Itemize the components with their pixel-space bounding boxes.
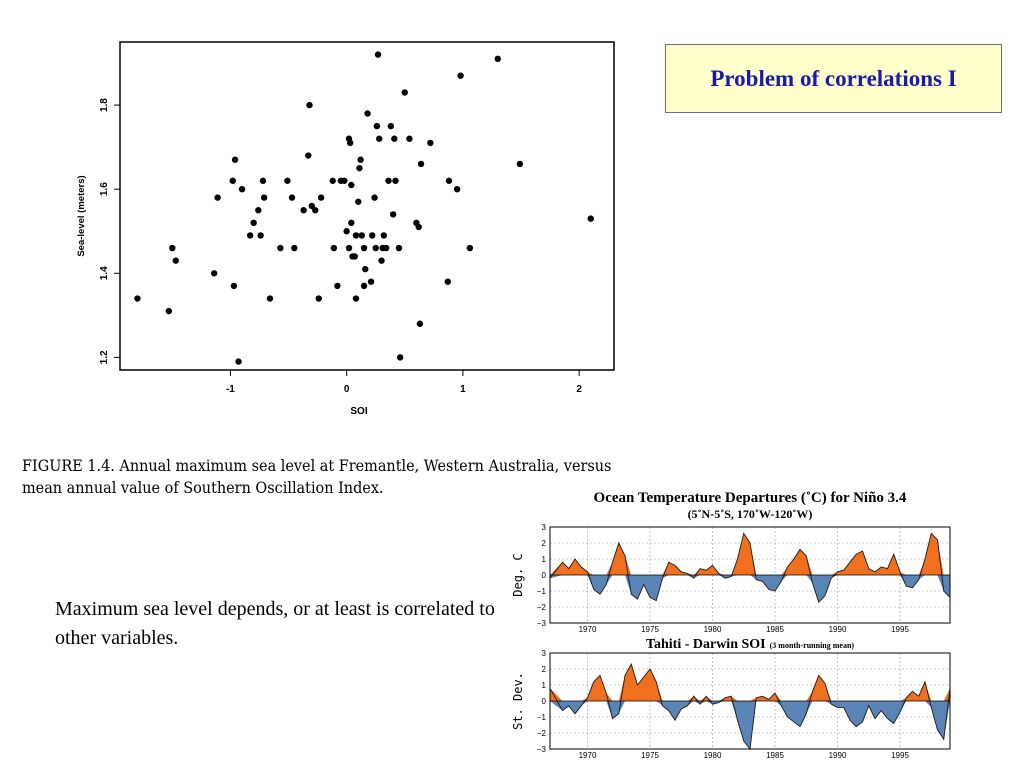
y-axis-label: Sea-level (meters)	[76, 175, 87, 257]
scatter-point	[352, 253, 358, 259]
scatter-point	[378, 257, 384, 263]
enso-time-series-figure	[500, 485, 980, 768]
slide-title-box	[665, 44, 1002, 113]
scatter-point	[361, 283, 367, 289]
scatter-point	[396, 245, 402, 251]
scatter-point	[300, 207, 306, 213]
soi-y-tick-label: −2	[536, 729, 546, 738]
soi-y-tick-label: 0	[541, 697, 546, 706]
scatter-point	[364, 110, 370, 116]
scatter-point	[446, 178, 452, 184]
scatter-point	[261, 194, 267, 200]
nino34-y-tick-label: 2	[541, 539, 546, 548]
nino34-y-tick-label: 0	[541, 571, 546, 580]
scatter-point	[416, 224, 422, 230]
nino34-y-tick-label: 3	[541, 523, 546, 532]
scatter-point	[214, 194, 220, 200]
scatter-point	[374, 123, 380, 129]
scatter-point	[427, 140, 433, 146]
scatter-point	[355, 199, 361, 205]
scatter-point	[418, 161, 424, 167]
x-tick-label: 0	[343, 384, 350, 395]
scatter-point	[356, 165, 362, 171]
soi-x-tick-label: 1980	[703, 751, 722, 760]
scatter-point	[306, 102, 312, 108]
scatter-point	[348, 182, 354, 188]
scatter-point	[385, 178, 391, 184]
scatter-point	[235, 358, 241, 364]
scatter-point	[348, 220, 354, 226]
soi-y-tick-label: 3	[541, 649, 546, 658]
scatter-point	[169, 245, 175, 251]
scatter-point	[391, 136, 397, 142]
soi-sea-level-scatter-plot	[70, 35, 630, 425]
scatter-point	[347, 140, 353, 146]
nino34-x-tick-label: 1970	[578, 625, 597, 634]
scatter-point	[353, 232, 359, 238]
scatter-point	[312, 207, 318, 213]
scatter-point	[211, 270, 217, 276]
soi-y-tick-label: 1	[541, 681, 546, 690]
scatter-point	[230, 178, 236, 184]
nino34-x-tick-label: 1980	[703, 625, 722, 634]
scatter-point	[341, 178, 347, 184]
scatter-point	[255, 207, 261, 213]
scatter-point	[134, 295, 140, 301]
scatter-point	[343, 228, 349, 234]
scatter-point	[277, 245, 283, 251]
soi-x-tick-label: 1990	[828, 751, 847, 760]
nino34-x-tick-label: 1990	[828, 625, 847, 634]
scatter-point	[381, 232, 387, 238]
nino34-x-tick-label: 1995	[891, 625, 909, 634]
figure-caption-line2: mean annual value of Southern Oscillation Index.	[22, 479, 384, 497]
scatter-point	[588, 215, 594, 221]
scatter-point	[239, 186, 245, 192]
scatter-point	[388, 123, 394, 129]
scatter-point	[346, 245, 352, 251]
scatter-point	[330, 178, 336, 184]
scatter-point	[166, 308, 172, 314]
nino34-panel	[511, 523, 950, 634]
soi-subtitle: (3 month-running mean)	[769, 641, 855, 650]
scatter-point	[250, 220, 256, 226]
x-axis-label: SOI	[350, 406, 368, 417]
scatter-point	[353, 295, 359, 301]
scatter-point	[284, 178, 290, 184]
soi-y-tick-label: −3	[536, 745, 546, 754]
soi-title: Tahiti - Darwin SOI	[645, 637, 766, 652]
scatter-point	[359, 232, 365, 238]
scatter-point	[402, 89, 408, 95]
scatter-point	[361, 245, 367, 251]
scatter-point	[316, 295, 322, 301]
scatter-point	[383, 245, 389, 251]
scatter-point	[397, 354, 403, 360]
nino34-x-tick-label: 1985	[766, 625, 784, 634]
scatter-point	[371, 194, 377, 200]
soi-panel	[511, 649, 950, 760]
nino34-negative-area	[550, 575, 950, 602]
scatter-point	[445, 278, 451, 284]
y-tick-label: 1.8	[99, 98, 110, 113]
x-tick-label: -1	[225, 384, 235, 395]
scatter-point	[392, 178, 398, 184]
slide-title: Problem of correlations I	[710, 65, 957, 91]
nino34-y-tick-label: −2	[536, 603, 546, 612]
scatter-point	[267, 295, 273, 301]
scatter-point	[390, 211, 396, 217]
body-text: Maximum sea level depends, or at least is correlated to other variables.	[55, 598, 495, 649]
scatter-point	[257, 232, 263, 238]
y-tick-label: 1.4	[99, 266, 110, 281]
scatter-point	[417, 321, 423, 327]
soi-x-tick-label: 1970	[578, 751, 597, 760]
figure-caption-line1: FIGURE 1.4. Annual maximum sea level at Fremantle, Western Australia, versus	[22, 457, 612, 475]
soi-title-group	[646, 637, 854, 652]
x-tick-label: 1	[460, 384, 466, 395]
nino34-subtitle: (5˚N-5˚S, 170˚W-120˚W)	[687, 507, 813, 521]
nino34-y-axis-label: Deg. C	[511, 553, 525, 597]
scatter-point	[334, 283, 340, 289]
nino34-y-tick-label: −3	[536, 619, 546, 628]
scatter-point	[289, 194, 295, 200]
scatter-point	[406, 136, 412, 142]
soi-x-tick-label: 1985	[766, 751, 784, 760]
soi-x-tick-label: 1975	[641, 751, 659, 760]
scatter-point	[373, 245, 379, 251]
nino34-title: Ocean Temperature Departures (˚C) for Niño 3.4	[593, 490, 907, 506]
scatter-point	[467, 245, 473, 251]
y-tick-label: 1.6	[99, 182, 110, 197]
scatter-point	[368, 278, 374, 284]
scatter-point	[495, 56, 501, 62]
y-tick-label: 1.2	[99, 350, 110, 365]
soi-y-axis-label: St. Dev.	[511, 672, 525, 730]
scatter-point	[291, 245, 297, 251]
scatter-point	[375, 51, 381, 57]
scatter-plot-frame	[120, 42, 614, 370]
scatter-point	[305, 152, 311, 158]
x-tick-label: 2	[576, 384, 582, 395]
soi-y-tick-label: −1	[536, 713, 546, 722]
nino34-y-tick-label: −1	[536, 587, 546, 596]
scatter-point	[362, 266, 368, 272]
scatter-point	[517, 161, 523, 167]
scatter-point	[260, 178, 266, 184]
scatter-point	[173, 257, 179, 263]
scatter-point	[318, 194, 324, 200]
scatter-point	[369, 232, 375, 238]
nino34-positive-area	[550, 533, 950, 575]
scatter-point	[232, 157, 238, 163]
scatter-point	[457, 72, 463, 78]
soi-y-tick-label: 2	[541, 665, 546, 674]
nino34-y-tick-label: 1	[541, 555, 546, 564]
scatter-point	[357, 157, 363, 163]
soi-positive-area	[550, 664, 950, 701]
soi-x-tick-label: 1995	[891, 751, 909, 760]
scatter-point	[454, 186, 460, 192]
scatter-point	[331, 245, 337, 251]
nino34-x-tick-label: 1975	[641, 625, 659, 634]
scatter-point	[247, 232, 253, 238]
scatter-point	[376, 136, 382, 142]
scatter-point	[231, 283, 237, 289]
